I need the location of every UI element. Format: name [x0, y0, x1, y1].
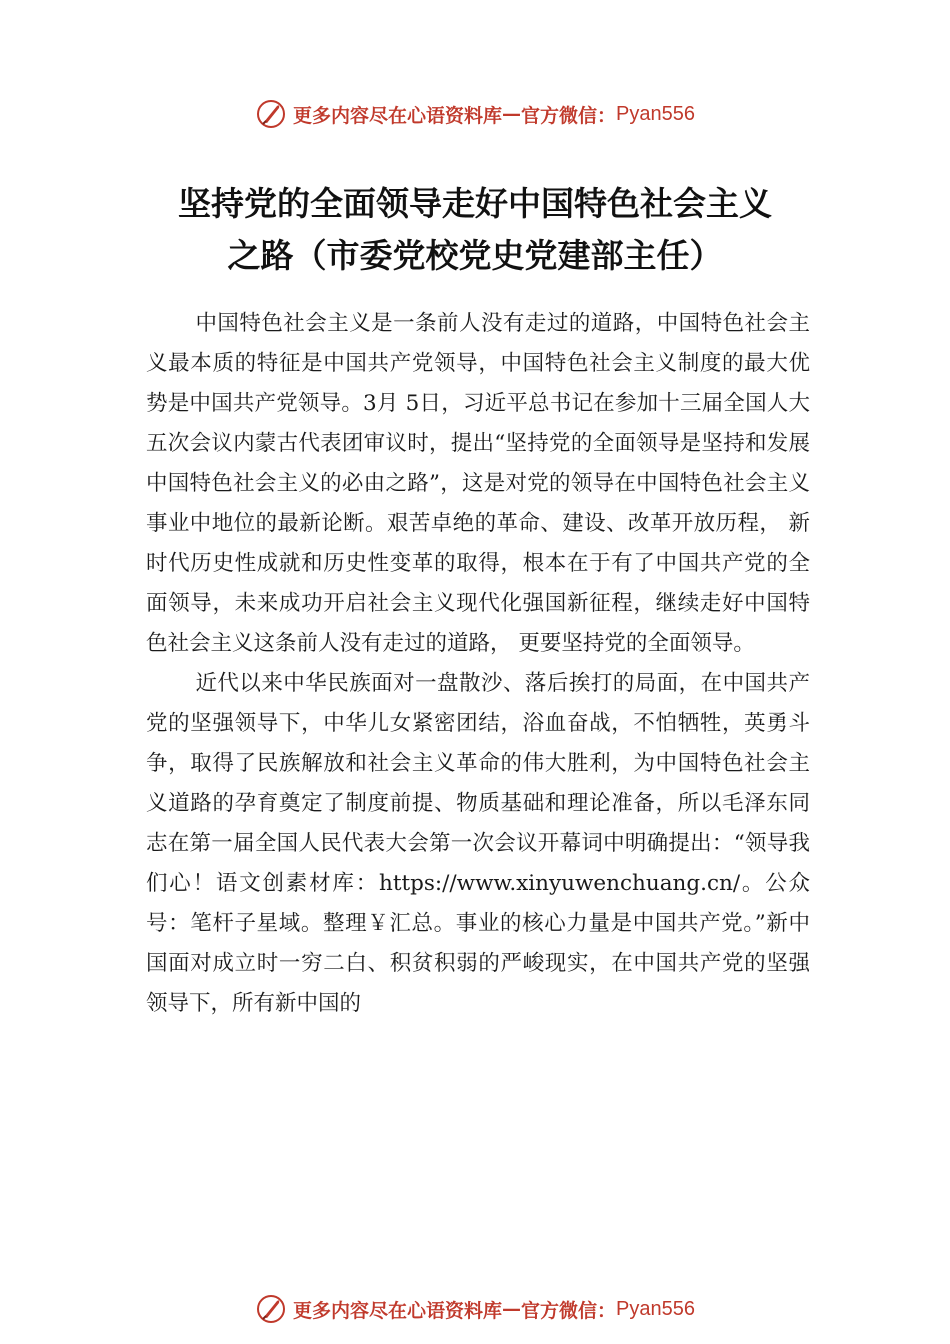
banner-wechat-id: Pyan556: [616, 1297, 695, 1320]
document-body: [146, 304, 810, 1024]
document-title: [80, 178, 870, 282]
banner-wechat-label: 官方微信：: [521, 1299, 617, 1322]
header-watermark-banner: [0, 94, 950, 134]
footer-watermark-banner: [0, 1289, 950, 1329]
title-line-2: 之路（市委党校党史党建部主任）: [227, 236, 723, 275]
body-paragraph-1: 中国特色社会主义是一条前人没有走过的道路，中国特色社会主义最本质的特征是中国共产党领导，中国特色社会主义制度的最大优势是中国共产党领导。3月 5日，习近平总书记在参加十三届全国人大五次会议内蒙古代表团审议时，提出“坚持党的全面领导是坚持和发展中国特色社会主义的必由之路”，这是对党的领导在中国特色社会主义事业中地位的最新论断。艰苦卓绝的革命、建设、改革开放历程， 新时代历史性成就和历史性变革的取得，根本在于有了中国共产党的全面领导，未来成功开启社会主义现代化强国新征程，继续走好中国特色社会主义这条前人没有走过的道路， 更要坚持党的全面领导。: [146, 311, 810, 656]
banner-wechat-id: Pyan556: [616, 102, 695, 125]
banner-site-name: 更多内容尽在心语资料库: [293, 1299, 503, 1322]
banner-wechat-label: 官方微信：: [521, 104, 617, 127]
banner-dash: —: [502, 1298, 522, 1320]
title-line-1: 坚持党的全面领导走好中国特色社会主义: [178, 184, 772, 223]
banner-dash: —: [502, 103, 522, 125]
banner-site-name: 更多内容尽在心语资料库: [293, 104, 503, 127]
feather-pen-logo-icon: [255, 1293, 287, 1325]
feather-pen-logo-icon: [255, 98, 287, 130]
body-paragraph-2: 近代以来中华民族面对一盘散沙、落后挨打的局面，在中国共产党的坚强领导下，中华儿女紧密团结，浴血奋战，不怕牺牲，英勇斗争，取得了民族解放和社会主义革命的伟大胜利，为中国特色社会主义道路的孕育奠定了制度前提、物质基础和理论准备，所以毛泽东同志在第一届全国人民代表大会第一次会议开幕词中明确提出：“领导我们心！语文创素材库：https://www.xinyuwenchuang.cn/。公众号：笔杆子星域。整理￥汇总。事业的核心力量是中国共产党。”新中国面对成立时一穷二白、积贫积弱的严峻现实，在中国共产党的坚强领导下，所有新中国的: [146, 671, 810, 1016]
